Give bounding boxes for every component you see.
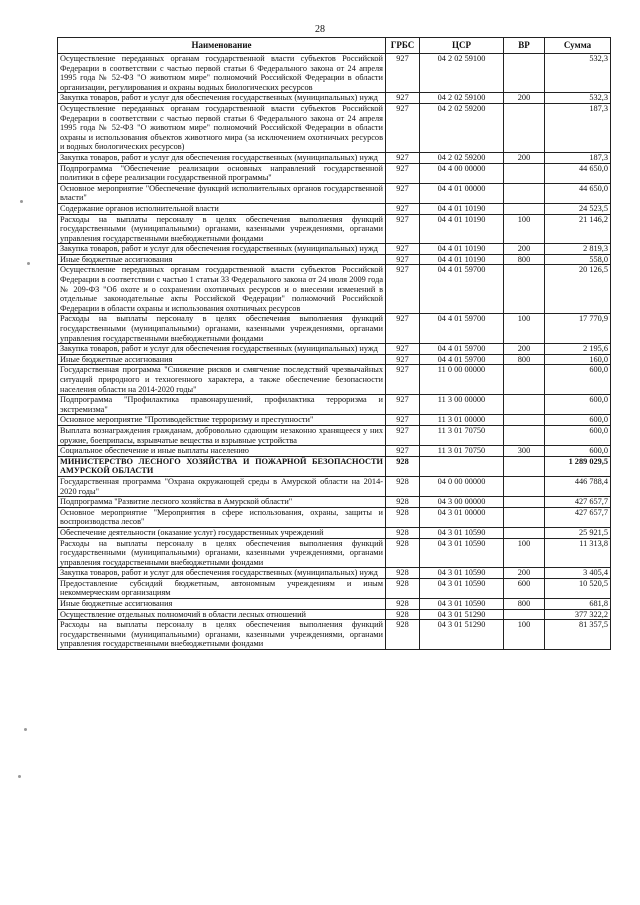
cell-sum: 558,0 — [545, 254, 611, 265]
cell-name: МИНИСТЕРСТВО ЛЕСНОГО ХОЗЯЙСТВА И ПОЖАРНОЙ БЕЗОПАСНОСТИ АМУРСКОЙ ОБЛАСТИ — [58, 456, 386, 476]
table-row — [58, 609, 611, 620]
table-row — [58, 103, 611, 152]
cell-sum: 600,0 — [545, 415, 611, 426]
cell-sum: 11 313,8 — [545, 538, 611, 568]
table-row — [58, 497, 611, 508]
scan-spot — [24, 728, 27, 731]
cell-grbs: 928 — [386, 497, 420, 508]
cell-sum: 24 523,5 — [545, 203, 611, 214]
cell-sum: 44 650,0 — [545, 183, 611, 203]
cell-grbs: 927 — [386, 103, 420, 152]
scan-spot — [18, 775, 21, 778]
cell-csr: 04 3 01 51290 — [420, 609, 504, 620]
table-row — [58, 314, 611, 344]
cell-sum: 20 126,5 — [545, 265, 611, 314]
cell-vr — [504, 609, 545, 620]
cell-grbs: 927 — [386, 344, 420, 355]
cell-vr — [504, 527, 545, 538]
cell-name: Подпрограмма "Обеспечение реализации основных направлений государственной политики в сфере реализации государственной программы" — [58, 163, 386, 183]
cell-vr: 200 — [504, 152, 545, 163]
cell-vr: 800 — [504, 354, 545, 365]
cell-sum: 427 657,7 — [545, 497, 611, 508]
cell-vr: 800 — [504, 599, 545, 610]
cell-vr — [504, 365, 545, 395]
cell-grbs: 927 — [386, 395, 420, 415]
cell-name: Осуществление переданных органам государственной власти субъектов Российской Федерации в соответствии с частью первой статьи 6 Федерального закона от 24 апреля 1995 года № 52-ФЗ "О животном мире" полномочий Российской Федерации в области организации, регулирования и охраны водных биологических ресурсов — [58, 54, 386, 93]
table-row — [58, 395, 611, 415]
cell-csr: 11 0 00 00000 — [420, 365, 504, 395]
cell-name: Расходы на выплаты персоналу в целях обеспечения выполнения функций государственными (муниципальными) органами, казенными учреждениями, органами управления государственными внебюджетными фондами — [58, 620, 386, 650]
table-row — [58, 620, 611, 650]
table-row — [58, 163, 611, 183]
cell-name: Обеспечение деятельности (оказание услуг) государственных учреждений — [58, 527, 386, 538]
cell-vr — [504, 497, 545, 508]
table-row — [58, 568, 611, 579]
cell-grbs: 927 — [386, 354, 420, 365]
table-row — [58, 538, 611, 568]
cell-csr: 11 3 01 00000 — [420, 415, 504, 426]
cell-grbs: 928 — [386, 578, 420, 598]
cell-name: Расходы на выплаты персоналу в целях обеспечения выполнения функций государственными (муниципальными) органами, казенными учреждениями, органами управления государственными внебюджетными фондами — [58, 214, 386, 244]
cell-csr: 04 4 01 10190 — [420, 244, 504, 255]
cell-grbs: 928 — [386, 456, 420, 476]
cell-vr — [504, 265, 545, 314]
cell-grbs: 928 — [386, 620, 420, 650]
cell-csr: 04 3 01 00000 — [420, 507, 504, 527]
cell-grbs: 928 — [386, 599, 420, 610]
cell-name: Расходы на выплаты персоналу в целях обеспечения выполнения функций государственными (муниципальными) органами, казенными учреждениями, органами управления государственными внебюджетными фондами — [58, 538, 386, 568]
table-row — [58, 415, 611, 426]
cell-sum: 21 146,2 — [545, 214, 611, 244]
cell-vr: 300 — [504, 446, 545, 457]
cell-grbs: 927 — [386, 365, 420, 395]
cell-csr: 04 3 01 10590 — [420, 578, 504, 598]
cell-grbs: 928 — [386, 476, 420, 496]
header-grbs: ГРБС — [386, 38, 420, 54]
cell-sum: 44 650,0 — [545, 163, 611, 183]
cell-csr: 04 3 01 10590 — [420, 538, 504, 568]
cell-vr — [504, 203, 545, 214]
table-header-row — [58, 38, 611, 54]
cell-csr: 04 4 01 59700 — [420, 265, 504, 314]
cell-sum: 187,3 — [545, 152, 611, 163]
cell-csr: 04 4 01 10190 — [420, 254, 504, 265]
cell-name: Государственная программа "Охрана окружающей среды в Амурской области на 2014-2020 годы" — [58, 476, 386, 496]
cell-sum: 600,0 — [545, 425, 611, 445]
cell-vr — [504, 183, 545, 203]
cell-name: Закупка товаров, работ и услуг для обеспечения государственных (муниципальных) нужд — [58, 344, 386, 355]
cell-csr: 04 3 00 00000 — [420, 497, 504, 508]
cell-csr: 04 4 01 10190 — [420, 214, 504, 244]
cell-grbs: 927 — [386, 203, 420, 214]
cell-name: Выплата вознаграждения гражданам, добровольно сдающим незаконно хранящееся у них оружие, боеприпасы, взрывчатые вещества и взрывные устройства — [58, 425, 386, 445]
table-body — [58, 54, 611, 650]
header-csr: ЦСР — [420, 38, 504, 54]
table-row — [58, 456, 611, 476]
cell-sum: 2 195,6 — [545, 344, 611, 355]
cell-sum: 681,8 — [545, 599, 611, 610]
table-row — [58, 446, 611, 457]
cell-grbs: 927 — [386, 314, 420, 344]
table-row — [58, 152, 611, 163]
table-row — [58, 599, 611, 610]
cell-name: Подпрограмма "Развитие лесного хозяйства в Амурской области" — [58, 497, 386, 508]
cell-sum: 81 357,5 — [545, 620, 611, 650]
budget-table — [57, 37, 611, 650]
table-row — [58, 254, 611, 265]
cell-name: Иные бюджетные ассигнования — [58, 254, 386, 265]
table-row — [58, 183, 611, 203]
cell-vr: 200 — [504, 568, 545, 579]
cell-sum: 532,3 — [545, 93, 611, 104]
cell-csr: 04 3 01 10590 — [420, 527, 504, 538]
cell-grbs: 927 — [386, 152, 420, 163]
cell-name: Иные бюджетные ассигнования — [58, 599, 386, 610]
table-row — [58, 365, 611, 395]
cell-name: Осуществление переданных органам государственной власти субъектов Российской Федерации в соответствии с частью 1 статьи 33 Федерального закона от 24 июля 2009 года № 209-ФЗ "Об охоте и о сохранении охотничьих ресурсов и о внесении изменений в отдельные законодательные акты Российской Федерации" полномочий Российской Федерации в области охраны и использования охотничьих ресурсов — [58, 265, 386, 314]
cell-csr: 04 4 01 59700 — [420, 344, 504, 355]
cell-csr — [420, 456, 504, 476]
cell-vr: 600 — [504, 578, 545, 598]
cell-grbs: 927 — [386, 425, 420, 445]
cell-grbs: 927 — [386, 415, 420, 426]
cell-grbs: 927 — [386, 265, 420, 314]
cell-vr: 100 — [504, 620, 545, 650]
cell-csr: 04 2 02 59200 — [420, 103, 504, 152]
table-row — [58, 354, 611, 365]
cell-sum: 17 770,9 — [545, 314, 611, 344]
cell-sum: 1 289 029,5 — [545, 456, 611, 476]
cell-name: Закупка товаров, работ и услуг для обеспечения государственных (муниципальных) нужд — [58, 93, 386, 104]
table-row — [58, 93, 611, 104]
cell-csr: 04 2 02 59100 — [420, 54, 504, 93]
cell-sum: 600,0 — [545, 446, 611, 457]
cell-name: Расходы на выплаты персоналу в целях обеспечения выполнения функций государственными (муниципальными) органами, казенными учреждениями, органами управления государственными внебюджетными фондами — [58, 314, 386, 344]
cell-vr — [504, 54, 545, 93]
cell-name: Основное мероприятие "Мероприятия в сфере использования, охраны, защиты и воспроизводства лесов" — [58, 507, 386, 527]
table-row — [58, 578, 611, 598]
table-row — [58, 425, 611, 445]
cell-csr: 04 3 01 10590 — [420, 568, 504, 579]
cell-csr: 04 3 01 51290 — [420, 620, 504, 650]
cell-grbs: 927 — [386, 254, 420, 265]
cell-grbs: 927 — [386, 446, 420, 457]
cell-csr: 04 3 01 10590 — [420, 599, 504, 610]
table-row — [58, 214, 611, 244]
cell-vr: 100 — [504, 314, 545, 344]
table-row — [58, 527, 611, 538]
cell-grbs: 928 — [386, 568, 420, 579]
cell-csr: 11 3 01 70750 — [420, 425, 504, 445]
cell-vr — [504, 163, 545, 183]
cell-grbs: 928 — [386, 507, 420, 527]
header-sum: Сумма — [545, 38, 611, 54]
cell-sum: 2 819,3 — [545, 244, 611, 255]
cell-vr — [504, 456, 545, 476]
cell-vr — [504, 476, 545, 496]
cell-name: Предоставление субсидий бюджетным, автономным учреждениям и иным некоммерческим организациям — [58, 578, 386, 598]
cell-vr: 800 — [504, 254, 545, 265]
scan-spot — [20, 200, 23, 203]
cell-csr: 04 0 00 00000 — [420, 476, 504, 496]
cell-grbs: 928 — [386, 527, 420, 538]
cell-vr: 200 — [504, 244, 545, 255]
page-number: 28 — [315, 24, 325, 35]
cell-vr: 200 — [504, 344, 545, 355]
cell-grbs: 928 — [386, 609, 420, 620]
cell-name: Основное мероприятие "Обеспечение функций исполнительных органов государственной власти" — [58, 183, 386, 203]
cell-vr — [504, 103, 545, 152]
cell-csr: 04 4 00 00000 — [420, 163, 504, 183]
table-row — [58, 54, 611, 93]
cell-vr — [504, 395, 545, 415]
cell-sum: 160,0 — [545, 354, 611, 365]
cell-vr — [504, 415, 545, 426]
cell-name: Социальное обеспечение и иные выплаты населению — [58, 446, 386, 457]
cell-csr: 04 2 02 59100 — [420, 93, 504, 104]
cell-grbs: 927 — [386, 163, 420, 183]
cell-csr: 04 4 01 00000 — [420, 183, 504, 203]
cell-name: Осуществление отдельных полномочий в области лесных отношений — [58, 609, 386, 620]
cell-csr: 04 4 01 59700 — [420, 354, 504, 365]
table-row — [58, 507, 611, 527]
cell-sum: 10 520,5 — [545, 578, 611, 598]
cell-grbs: 927 — [386, 214, 420, 244]
cell-name: Иные бюджетные ассигнования — [58, 354, 386, 365]
cell-csr: 04 4 01 10190 — [420, 203, 504, 214]
cell-csr: 04 2 02 59200 — [420, 152, 504, 163]
header-name: Наименование — [58, 38, 386, 54]
table-row — [58, 265, 611, 314]
cell-vr: 100 — [504, 538, 545, 568]
table-row — [58, 203, 611, 214]
cell-sum: 427 657,7 — [545, 507, 611, 527]
cell-sum: 377 322,2 — [545, 609, 611, 620]
cell-vr: 100 — [504, 214, 545, 244]
cell-sum: 187,3 — [545, 103, 611, 152]
scan-spot — [27, 262, 30, 265]
cell-sum: 532,3 — [545, 54, 611, 93]
cell-name: Закупка товаров, работ и услуг для обеспечения государственных (муниципальных) нужд — [58, 152, 386, 163]
cell-name: Осуществление переданных органам государственной власти субъектов Российской Федерации в соответствии с частью первой статьи 6 Федерального закона от 24 апреля 1995 года № 52-ФЗ "О животном мире" полномочий Российской Федерации в области охраны и использования объектов животного мира (за исключением охотничьих ресурсов и водных биологических ресурсов) — [58, 103, 386, 152]
cell-csr: 11 3 01 70750 — [420, 446, 504, 457]
cell-sum: 25 921,5 — [545, 527, 611, 538]
cell-grbs: 927 — [386, 244, 420, 255]
cell-grbs: 927 — [386, 54, 420, 93]
cell-name: Закупка товаров, работ и услуг для обеспечения государственных (муниципальных) нужд — [58, 244, 386, 255]
cell-vr: 200 — [504, 93, 545, 104]
table-row — [58, 244, 611, 255]
cell-sum: 3 405,4 — [545, 568, 611, 579]
cell-csr: 11 3 00 00000 — [420, 395, 504, 415]
cell-name: Содержание органов исполнительной власти — [58, 203, 386, 214]
table-row — [58, 476, 611, 496]
cell-sum: 446 788,4 — [545, 476, 611, 496]
cell-csr: 04 4 01 59700 — [420, 314, 504, 344]
cell-name: Подпрограмма "Профилактика правонарушений, профилактика терроризма и экстремизма" — [58, 395, 386, 415]
cell-vr — [504, 507, 545, 527]
cell-name: Основное мероприятие "Противодействие терроризму и преступности" — [58, 415, 386, 426]
cell-name: Закупка товаров, работ и услуг для обеспечения государственных (муниципальных) нужд — [58, 568, 386, 579]
cell-grbs: 928 — [386, 538, 420, 568]
table-row — [58, 344, 611, 355]
cell-grbs: 927 — [386, 93, 420, 104]
cell-name: Государственная программа "Снижение рисков и смягчение последствий чрезвычайных ситуаций природного и техногенного характера, а также обеспечение безопасности населения области на 2014-2020 годы" — [58, 365, 386, 395]
cell-grbs: 927 — [386, 183, 420, 203]
cell-sum: 600,0 — [545, 365, 611, 395]
cell-vr — [504, 425, 545, 445]
header-vr: ВР — [504, 38, 545, 54]
cell-sum: 600,0 — [545, 395, 611, 415]
